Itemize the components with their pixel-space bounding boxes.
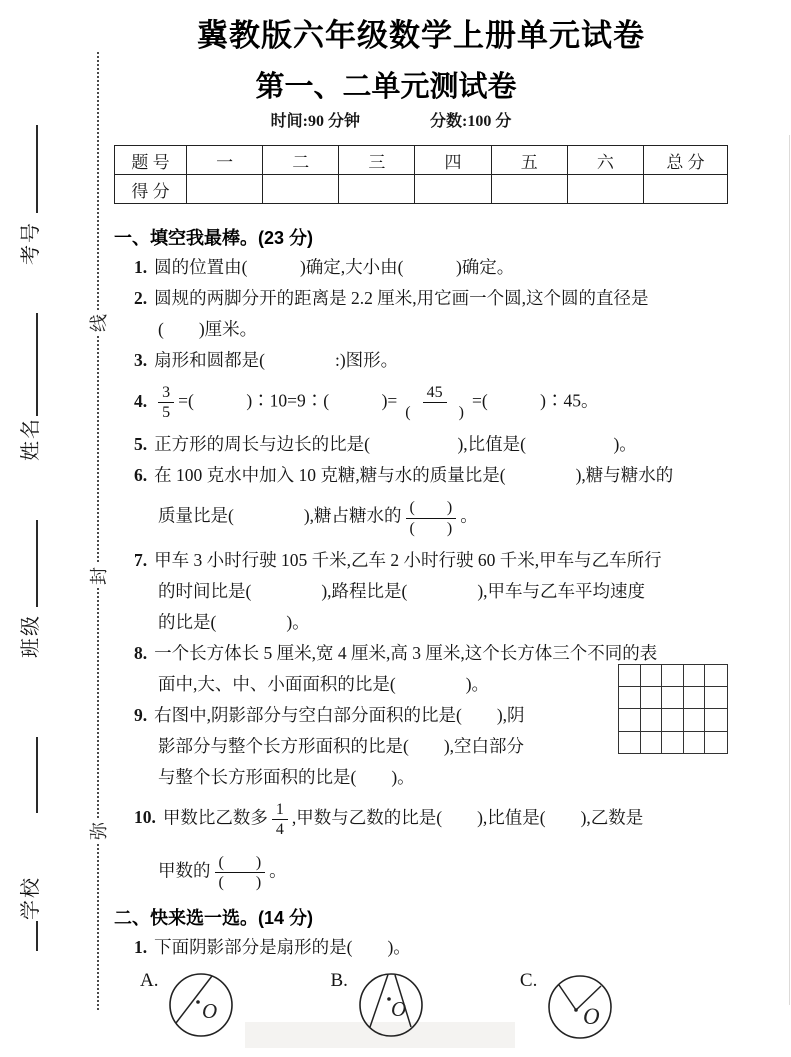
option-b-label: B. xyxy=(330,969,348,991)
score-cell-empty xyxy=(415,175,491,204)
section1-title: 一、填空我最棒。(23 分) xyxy=(114,228,314,248)
question-9-text1: 右图中,阴影部分与空白部分面积的比是( ),阴 xyxy=(154,704,525,725)
grid-cell xyxy=(619,732,641,753)
question-10-number: 10. xyxy=(134,807,156,828)
question-1 xyxy=(114,252,728,283)
seal-char-mi: 弥 xyxy=(83,819,113,843)
option-c-label: C. xyxy=(519,969,538,991)
question-8-number: 8. xyxy=(134,642,148,663)
question-6-line2 xyxy=(114,491,728,544)
question-5-text: 正方形的周长与边长的比是( ),比值是( )。 xyxy=(154,434,637,455)
q9-grid-figure xyxy=(618,664,728,754)
score-table-cell-label: 题 号 xyxy=(115,146,187,175)
question-3 xyxy=(114,345,728,376)
option-a-circle-figure xyxy=(168,967,234,1043)
question-6-text1: 在 100 克水中加入 10 克糖,糖与水的质量比是( ),糖与糖水的 xyxy=(154,465,674,486)
score-cell-empty xyxy=(263,175,339,204)
page-edge-line xyxy=(789,135,790,1005)
section2-question-1-number: 1. xyxy=(134,936,148,957)
total-score-label: 分数:100 分 xyxy=(430,113,512,130)
question-2-line1 xyxy=(114,283,728,314)
question-7-line2: 的时间比是( ),路程比是( ),甲车与乙车平均速度 xyxy=(158,580,646,601)
score-row-label: 得 分 xyxy=(115,175,187,204)
score-table-cell-1: 一 xyxy=(187,146,263,175)
fraction-3-5: $\frac{3}{5}$ xyxy=(158,383,174,422)
margin-label-exam-number: 考号 xyxy=(19,221,42,265)
fraction-1-4: $\frac{1}{4}$ xyxy=(272,800,288,839)
score-table-score-row xyxy=(115,175,728,204)
question-6-number: 6. xyxy=(134,465,148,486)
question-6-line1 xyxy=(114,460,728,491)
margin-label-name: 姓名 xyxy=(19,417,42,461)
question-3-text: 扇形和圆都是( :)图形。 xyxy=(154,350,399,370)
grid-cell xyxy=(684,665,706,687)
score-table-cell-total: 总 分 xyxy=(644,146,728,175)
option-c-center-label: O xyxy=(583,1003,600,1029)
question-10-text2: ,甲数与乙数的比是( ),比值是( ),乙数是 xyxy=(291,807,644,828)
school-blank-line xyxy=(36,737,38,813)
score-cell-empty xyxy=(644,175,728,204)
question-4 xyxy=(114,376,728,429)
seal-char-feng: 封 xyxy=(83,564,113,588)
question-1-number: 1. xyxy=(134,257,148,277)
margin-label-school: 学校 xyxy=(19,876,42,920)
grid-cell xyxy=(705,709,727,731)
score-table xyxy=(114,145,728,204)
question-10-text4: 。 xyxy=(269,860,287,881)
option-b-center-label: O xyxy=(390,996,407,1021)
grid-cell xyxy=(641,687,663,709)
grid-cell xyxy=(684,687,706,709)
score-cell-empty xyxy=(187,175,263,204)
question-10-line2 xyxy=(114,846,728,899)
section2-title: 二、快来选一选。(14 分) xyxy=(114,907,314,928)
grid-cell xyxy=(705,687,727,709)
question-2-line2: ( )厘米。 xyxy=(158,319,258,339)
grid-cell xyxy=(662,732,684,753)
option-b xyxy=(330,967,423,1043)
paper-content xyxy=(114,16,728,1043)
grid-cell xyxy=(684,732,706,753)
answer-options-row xyxy=(114,967,728,1043)
question-7-line3: 的比是( )。 xyxy=(158,611,310,632)
question-5-number: 5. xyxy=(134,434,148,455)
margin-label-class: 班级 xyxy=(19,614,42,658)
grid-cell xyxy=(619,665,641,687)
question-6-text2: 质量比是( ),糖占糖水的 xyxy=(158,506,402,527)
section2-question-1-text: 下面阴影部分是扇形的是( )。 xyxy=(154,936,411,957)
score-cell-empty xyxy=(339,175,415,204)
grid-cell xyxy=(662,687,684,709)
class-blank-line xyxy=(36,520,38,607)
grid-cell xyxy=(705,665,727,687)
question-6-text3: 。 xyxy=(460,506,478,527)
score-table-header-row xyxy=(115,146,728,175)
question-1-text: 圆的位置由( )确定,大小由( )确定。 xyxy=(154,257,515,277)
score-table-cell-6: 六 xyxy=(567,146,643,175)
question-9-line2: 影部分与整个长方形面积的比是( ),空白部分 xyxy=(158,735,525,756)
fraction-45-blank: $\frac{45}{( )}$ xyxy=(405,384,464,422)
grid-cell xyxy=(684,709,706,731)
question-7-text1: 甲车 3 小时行驶 105 千米,乙车 2 小时行驶 60 千米,甲车与乙车所行 xyxy=(154,549,662,570)
grid-cell xyxy=(705,732,727,753)
score-table-cell-2: 二 xyxy=(263,146,339,175)
option-a-center-label: O xyxy=(202,998,218,1023)
question-2-text1: 圆规的两脚分开的距离是 2.2 厘米,用它画一个圆,这个圆的直径是 xyxy=(154,288,649,308)
time-limit-label: 时间:90 分钟 xyxy=(270,113,360,130)
score-table-cell-3: 三 xyxy=(339,146,415,175)
grid-cell xyxy=(619,687,641,709)
score-table-cell-4: 四 xyxy=(415,146,491,175)
option-a xyxy=(140,967,234,1043)
question-10-text1: 甲数比乙数多 xyxy=(162,807,268,828)
exam-number-blank-line xyxy=(36,125,38,213)
question-3-number: 3. xyxy=(134,350,148,370)
question-4-text2: =( )∶45。 xyxy=(471,390,599,411)
grid-cell xyxy=(662,709,684,731)
paper-title: 第一、二单元测试卷 xyxy=(255,71,517,103)
section2-question-1 xyxy=(114,932,728,963)
question-2-number: 2. xyxy=(134,288,148,308)
book-title: 冀教版六年级数学上册单元试卷 xyxy=(197,18,645,53)
question-9-number: 9. xyxy=(134,704,148,725)
question-10-line1 xyxy=(114,793,728,846)
name-blank-line xyxy=(36,313,38,416)
grid-cell xyxy=(641,665,663,687)
score-cell-empty xyxy=(567,175,643,204)
grid-cell xyxy=(641,732,663,753)
score-cell-empty xyxy=(491,175,567,204)
paper-meta xyxy=(114,111,668,133)
question-7-number: 7. xyxy=(134,549,148,570)
question-10-text3: 甲数的 xyxy=(158,860,211,881)
option-b-circle-figure xyxy=(358,967,424,1043)
question-4-text1: =( )∶10=9∶( )= xyxy=(178,390,398,411)
option-c-circle-figure xyxy=(547,967,613,1043)
question-4-number: 4. xyxy=(134,390,148,411)
grid-cell xyxy=(619,709,641,731)
question-8-line2: 面中,大、中、小面面积的比是( )。 xyxy=(158,673,490,694)
question-9 xyxy=(114,700,728,793)
fraction-blank-blank-2: $\frac{( )}{( )}$ xyxy=(215,853,266,892)
option-c xyxy=(520,967,613,1043)
option-a-label: A. xyxy=(140,969,159,991)
grid-cell xyxy=(662,665,684,687)
fraction-blank-blank: $\frac{( )}{( )}$ xyxy=(406,498,457,537)
score-table-cell-5: 五 xyxy=(491,146,567,175)
question-8-text1: 一个长方体长 5 厘米,宽 4 厘米,高 3 厘米,这个长方体三个不同的表 xyxy=(154,642,658,663)
question-9-line3: 与整个长方形面积的比是( )。 xyxy=(158,766,415,787)
grid-cell xyxy=(641,709,663,731)
seal-dotted-line xyxy=(97,52,99,1010)
seal-char-line: 线 xyxy=(83,311,113,335)
question-5 xyxy=(114,429,728,460)
question-7-line1 xyxy=(114,545,728,576)
